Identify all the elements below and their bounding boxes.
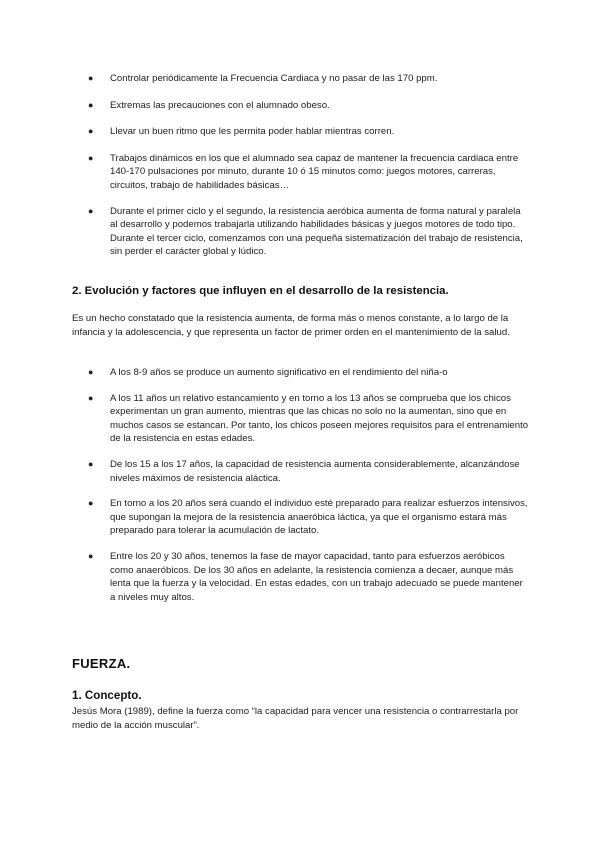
list-item — [72, 99, 530, 113]
list-item — [72, 392, 530, 446]
bullet-list-evolucion — [72, 366, 530, 616]
section-intro-paragraph: Es un hecho constatado que la resistencia aumenta, de forma más o menos constante, a lo largo de la infancia y la adolescencia, y que representa un factor de primer orden en el mantenimiento de la salud. — [72, 313, 510, 338]
list-item-text: A los 11 años un relativo estancamiento y en torno a los 13 años se comprueba que los chicos experimentan un gran aumento, mientras que las chicas no solo no la aumentan, sino que en muchos casos se estancan. Por tanto, los chicos poseen mejores requisitos para el entrenamiento de la resistencia en estas edades. — [110, 392, 529, 445]
list-item-text: En torno a los 20 años será cuando el individuo esté preparado para realizar esfuerzos intensivos, que supongan la mejora de la resistencia anaeróbica láctica, ya que el organismo estará más preparado para tolerar la acumulación de lactato. — [110, 498, 528, 537]
list-item — [72, 125, 530, 139]
list-item-text: Durante el primer ciclo y el segundo, la resistencia aeróbica aumenta de forma natural y paralela al desarrollo y podemos trabajarla utilizando habilidades básicas y juegos motores de todo tipo. Durante el tercer ciclo, comenzamos con una pequeña sistematización del trabajo de resistencia, sin perder el carácter global y lúdico. — [110, 205, 523, 258]
bullet-icon: ● — [88, 392, 94, 403]
bullet-icon: ● — [88, 73, 94, 83]
list-item-text: Trabajos dinámicos en los que el alumnado sea capaz de mantener la frecuencia cardiaca entre 140-170 pulsaciones por minuto, durante 10 ó 15 minutos como: juegos motores, carreras, circuitos, trabajo de habilidades básicas… — [110, 152, 519, 191]
bullet-icon: ● — [88, 152, 94, 163]
list-item-text: Controlar periódicamente la Frecuencia Cardiaca y no pasar de las 170 ppm. — [110, 73, 438, 84]
list-item — [72, 458, 530, 485]
bullet-icon: ● — [88, 126, 94, 137]
list-item-text: Entre los 20 y 30 años, tenemos la fase de mayor capacidad, tanto para esfuerzos aeróbicos como anaeróbicos. De los 30 años en adelante, la resistencia comienza a decaer, aunque más lenta que la fuerza y la velocidad. En estas edades, con un trabajo adecuado se puede mantener a niveles muy altos. — [110, 550, 523, 603]
list-item-text: De los 15 a los 17 años, la capacidad de resistencia aumenta considerablemente, alcanzándose niveles máximos de resistencia aláctica. — [110, 458, 520, 484]
list-item — [72, 72, 530, 86]
list-item — [72, 497, 530, 538]
bullet-list-recommendations — [72, 72, 530, 259]
list-item — [72, 550, 530, 604]
bullet-icon: ● — [88, 367, 94, 377]
bullet-icon: ● — [88, 458, 94, 469]
bullet-icon: ● — [88, 550, 94, 561]
bullet-icon: ● — [88, 205, 94, 216]
list-item — [72, 152, 530, 193]
list-item-text: Llevar un buen ritmo que les permita poder hablar mientras corren. — [110, 126, 395, 138]
list-item-text: Extremas las precauciones con el alumnado obeso. — [110, 99, 330, 111]
list-item-text: A los 8-9 años se produce un aumento significativo en el rendimiento del niña-o — [110, 367, 448, 378]
concepto-paragraph: Jesús Mora (1989), define la fuerza como “la capacidad para vencer una resistencia o contrarrestarla por medio de la acción muscular”. — [72, 706, 519, 731]
list-item — [72, 205, 530, 259]
bullet-icon: ● — [88, 498, 94, 509]
list-item — [72, 366, 530, 380]
subheading-concepto: 1. Concepto. — [72, 689, 142, 702]
section-heading-evolucion: 2. Evolución y factores que influyen en el desarrollo de la resistencia. — [72, 285, 449, 297]
section-title-fuerza: FUERZA. — [72, 656, 131, 671]
bullet-icon: ● — [88, 99, 94, 110]
